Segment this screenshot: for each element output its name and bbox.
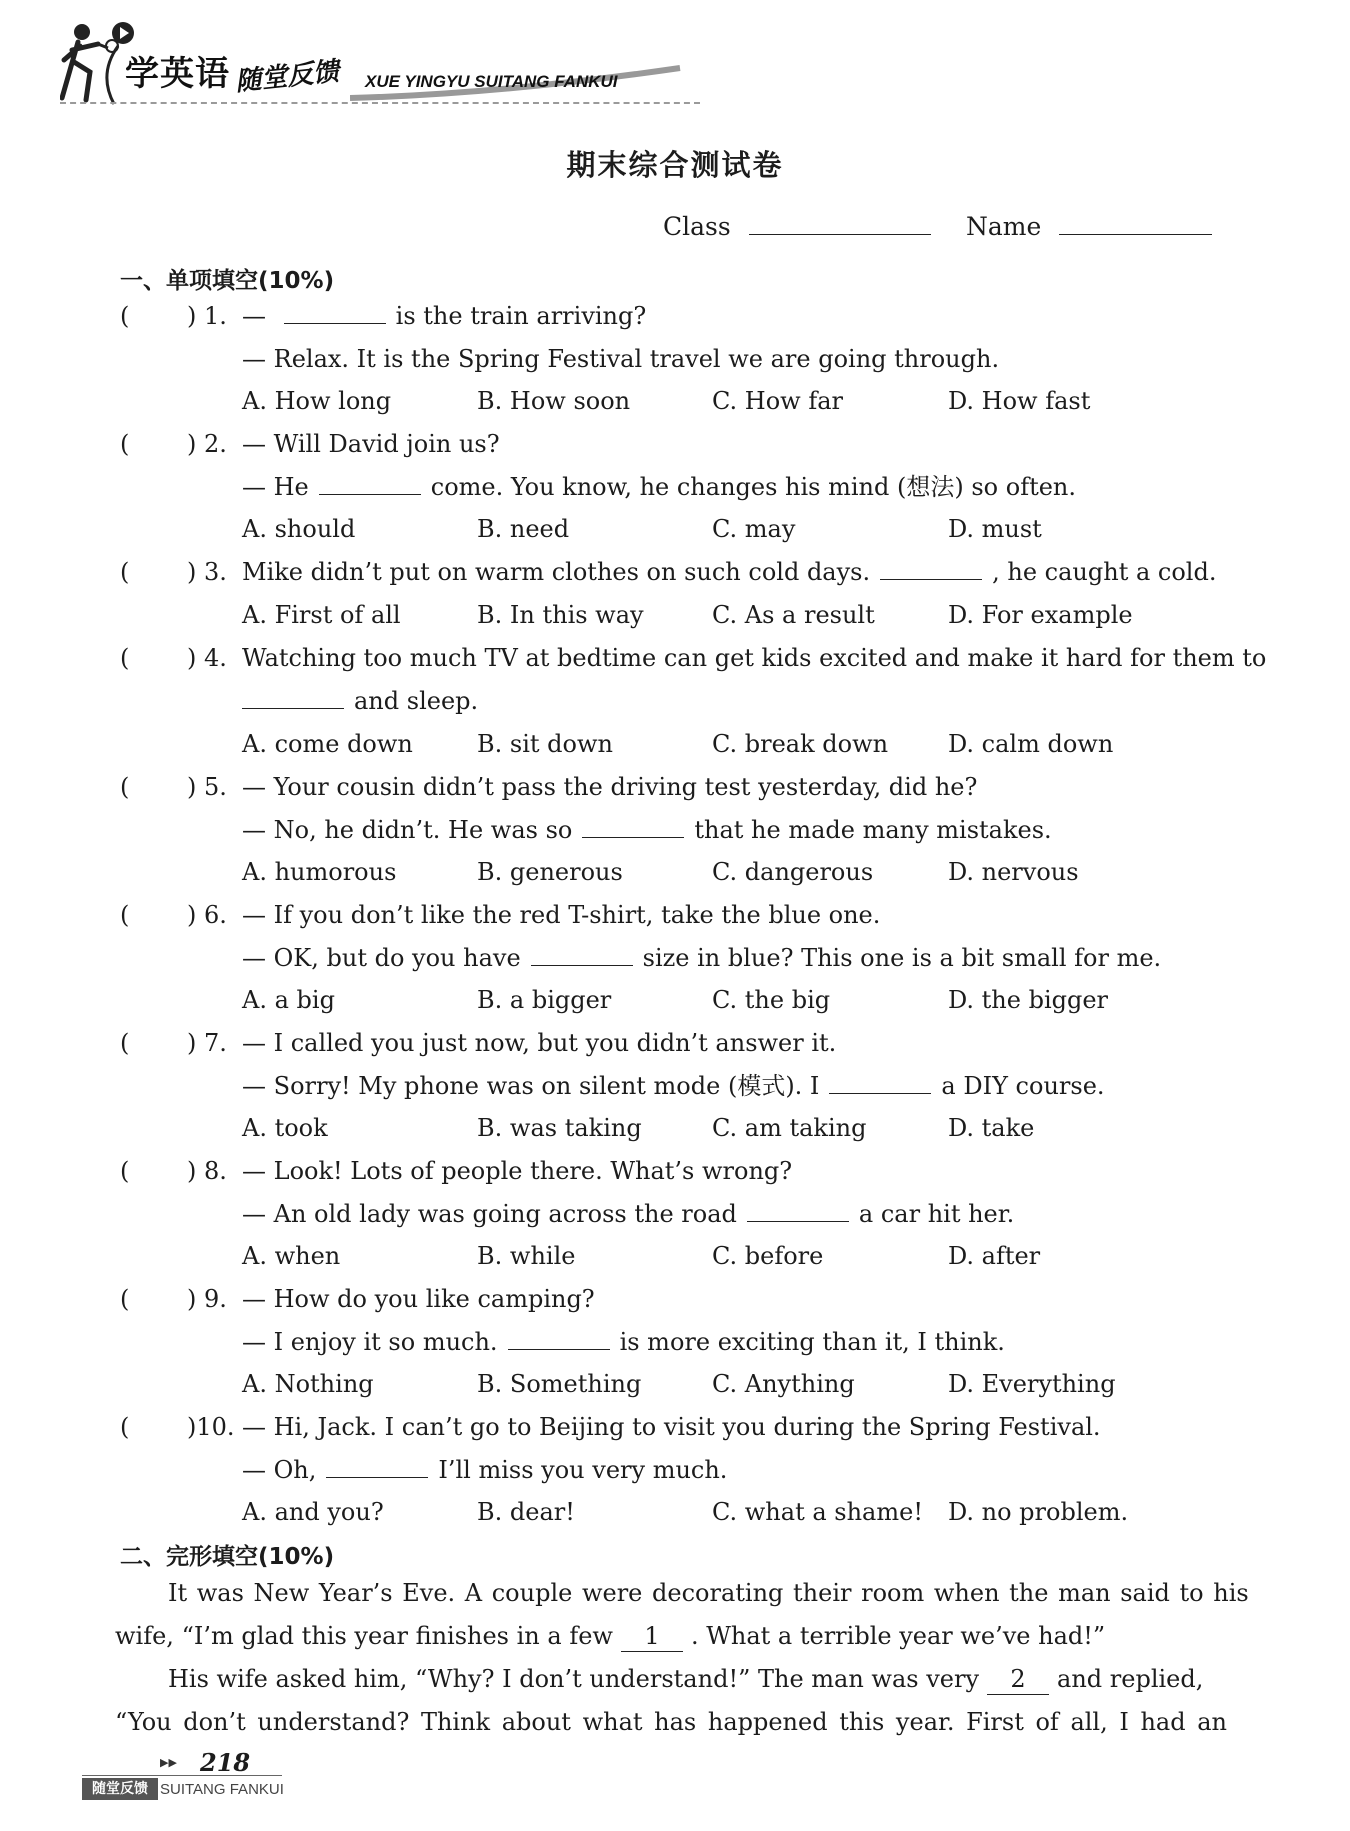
option-a: A. took: [242, 1114, 328, 1142]
section2-heading: 二、完形填空(10%): [120, 1544, 335, 1570]
option-a: A. come down: [242, 730, 413, 758]
answer-blank[interactable]: [284, 303, 386, 324]
option-d: D. after: [948, 1242, 1041, 1270]
option-c: C. How far: [712, 387, 843, 415]
question-stem: — I called you just now, but you didn’t answer it.: [242, 1029, 837, 1057]
cloze-blank-2[interactable]: 2: [987, 1664, 1049, 1695]
question-number: ) 4.: [187, 644, 227, 672]
option-b: B. need: [477, 515, 570, 543]
option-d: D. Everything: [948, 1370, 1116, 1398]
question-stem: — Hi, Jack. I can’t go to Beijing to visit you during the Spring Festival.: [242, 1413, 1101, 1441]
footer-label-en: SUITANG FANKUI: [160, 1781, 284, 1798]
double-arrow-icon: ▶▶: [160, 1756, 177, 1769]
answer-blank[interactable]: [508, 1329, 610, 1350]
answer-blank[interactable]: [531, 945, 633, 966]
option-c: C. dangerous: [712, 858, 874, 886]
name-label: Name: [966, 212, 1042, 241]
option-b: B. dear!: [477, 1498, 575, 1526]
question-number: ) 2.: [187, 430, 227, 458]
option-a: A. Nothing: [242, 1370, 374, 1398]
answer-blank[interactable]: [880, 559, 982, 580]
question-number: )10.: [187, 1413, 235, 1441]
option-d: D. How fast: [948, 387, 1091, 415]
option-a: A. How long: [242, 387, 392, 415]
question-response: — OK, but do you have size in blue? This one is a bit small for me.: [242, 944, 1162, 972]
option-c: C. Anything: [712, 1370, 855, 1398]
question-number: ) 9.: [187, 1285, 227, 1313]
option-c: C. As a result: [712, 601, 875, 629]
option-d: D. the bigger: [948, 986, 1109, 1014]
passage-line: “You don’t understand? Think about what has happened this year. First of all, I had an: [115, 1708, 1227, 1736]
name-field[interactable]: [966, 212, 1212, 241]
answer-blank[interactable]: [747, 1201, 849, 1222]
option-b: B. while: [477, 1242, 576, 1270]
question-stem: — is the train arriving?: [242, 302, 647, 330]
question-stem: Mike didn’t put on warm clothes on such cold days. , he caught a cold.: [242, 558, 1217, 586]
question-response: — Oh, I’ll miss you very much.: [242, 1456, 728, 1484]
option-d: D. nervous: [948, 858, 1079, 886]
answer-paren[interactable]: (: [120, 901, 130, 929]
answer-paren[interactable]: (: [120, 1157, 130, 1185]
answer-paren[interactable]: (: [120, 773, 130, 801]
question-response: — He come. You know, he changes his mind (想法) so often.: [242, 473, 1077, 501]
option-d: D. must: [948, 515, 1042, 543]
option-b: B. was taking: [477, 1114, 642, 1142]
question-stem: — Look! Lots of people there. What’s wrong?: [242, 1157, 793, 1185]
question-number: ) 5.: [187, 773, 227, 801]
header-divider: [60, 102, 700, 104]
question-stem: — How do you like camping?: [242, 1285, 595, 1313]
option-c: C. am taking: [712, 1114, 867, 1142]
question-response: — An old lady was going across the road a car hit her.: [242, 1200, 1015, 1228]
option-d: D. For example: [948, 601, 1133, 629]
passage-line: It was New Year’s Eve. A couple were decorating their room when the man said to his: [168, 1579, 1249, 1607]
cloze-blank-1[interactable]: 1: [621, 1621, 683, 1652]
option-c: C. may: [712, 515, 796, 543]
answer-paren[interactable]: (: [120, 430, 130, 458]
option-c: C. before: [712, 1242, 824, 1270]
option-b: B. generous: [477, 858, 623, 886]
answer-blank[interactable]: [582, 817, 684, 838]
logo-text-cn-secondary: 随堂反馈: [233, 56, 341, 98]
option-b: B. How soon: [477, 387, 631, 415]
passage-line: wife, “I’m glad this year finishes in a few 1 . What a terrible year we’ve had!”: [115, 1622, 1106, 1650]
question-response: — Sorry! My phone was on silent mode (模式). I a DIY course.: [242, 1072, 1105, 1100]
question-stem: — Will David join us?: [242, 430, 500, 458]
answer-blank[interactable]: [829, 1073, 931, 1094]
question-stem: Watching too much TV at bedtime can get kids excited and make it hard for them to: [242, 644, 1267, 672]
page-header: [60, 20, 700, 120]
class-blank[interactable]: [749, 212, 931, 235]
option-b: B. a bigger: [477, 986, 612, 1014]
option-c: C. the big: [712, 986, 831, 1014]
class-field[interactable]: [663, 212, 931, 241]
footer-tab-label: 随堂反馈: [82, 1778, 158, 1800]
logo-text-en: XUE YINGYU SUITANG FANKUI: [365, 72, 618, 91]
question-number: ) 1.: [187, 302, 227, 330]
option-a: A. should: [242, 515, 356, 543]
option-d: D. take: [948, 1114, 1035, 1142]
question-number: ) 8.: [187, 1157, 227, 1185]
page-number: 218: [200, 1748, 251, 1777]
option-a: A. a big: [242, 986, 335, 1014]
question-number: ) 3.: [187, 558, 227, 586]
answer-blank[interactable]: [326, 1457, 428, 1478]
answer-blank[interactable]: [319, 474, 421, 495]
option-b: B. Something: [477, 1370, 642, 1398]
option-b: B. sit down: [477, 730, 613, 758]
option-a: A. when: [242, 1242, 341, 1270]
option-a: A. and you?: [242, 1498, 384, 1526]
option-b: B. In this way: [477, 601, 644, 629]
answer-paren[interactable]: (: [120, 644, 130, 672]
question-stem: — If you don’t like the red T-shirt, take the blue one.: [242, 901, 881, 929]
answer-paren[interactable]: (: [120, 1413, 130, 1441]
page-title: 期末综合测试卷: [566, 148, 784, 182]
option-a: A. First of all: [242, 601, 401, 629]
answer-paren[interactable]: (: [120, 558, 130, 586]
logo-text-cn: 学英语: [125, 54, 230, 94]
answer-blank[interactable]: [242, 688, 344, 709]
question-response: — No, he didn’t. He was so that he made many mistakes.: [242, 816, 1052, 844]
question-number: ) 7.: [187, 1029, 227, 1057]
question-response: — Relax. It is the Spring Festival travel we are going through.: [242, 345, 1000, 373]
footer-divider: [82, 1775, 282, 1776]
passage-line: His wife asked him, “Why? I don’t understand!” The man was very 2 and replied,: [168, 1665, 1204, 1693]
answer-paren[interactable]: (: [120, 302, 130, 330]
option-c: C. what a shame!: [712, 1498, 923, 1526]
option-c: C. break down: [712, 730, 889, 758]
name-blank[interactable]: [1059, 212, 1212, 235]
question-continuation: and sleep.: [232, 686, 478, 716]
question-number: ) 6.: [187, 901, 227, 929]
question-stem: — Your cousin didn’t pass the driving test yesterday, did he?: [242, 773, 978, 801]
answer-paren[interactable]: (: [120, 1285, 130, 1313]
question-response: — I enjoy it so much. is more exciting than it, I think.: [242, 1328, 1005, 1356]
option-d: D. no problem.: [948, 1498, 1129, 1526]
option-d: D. calm down: [948, 730, 1114, 758]
option-a: A. humorous: [242, 858, 397, 886]
class-label: Class: [663, 212, 731, 241]
section1-heading: 一、单项填空(10%): [120, 268, 335, 294]
answer-paren[interactable]: (: [120, 1029, 130, 1057]
